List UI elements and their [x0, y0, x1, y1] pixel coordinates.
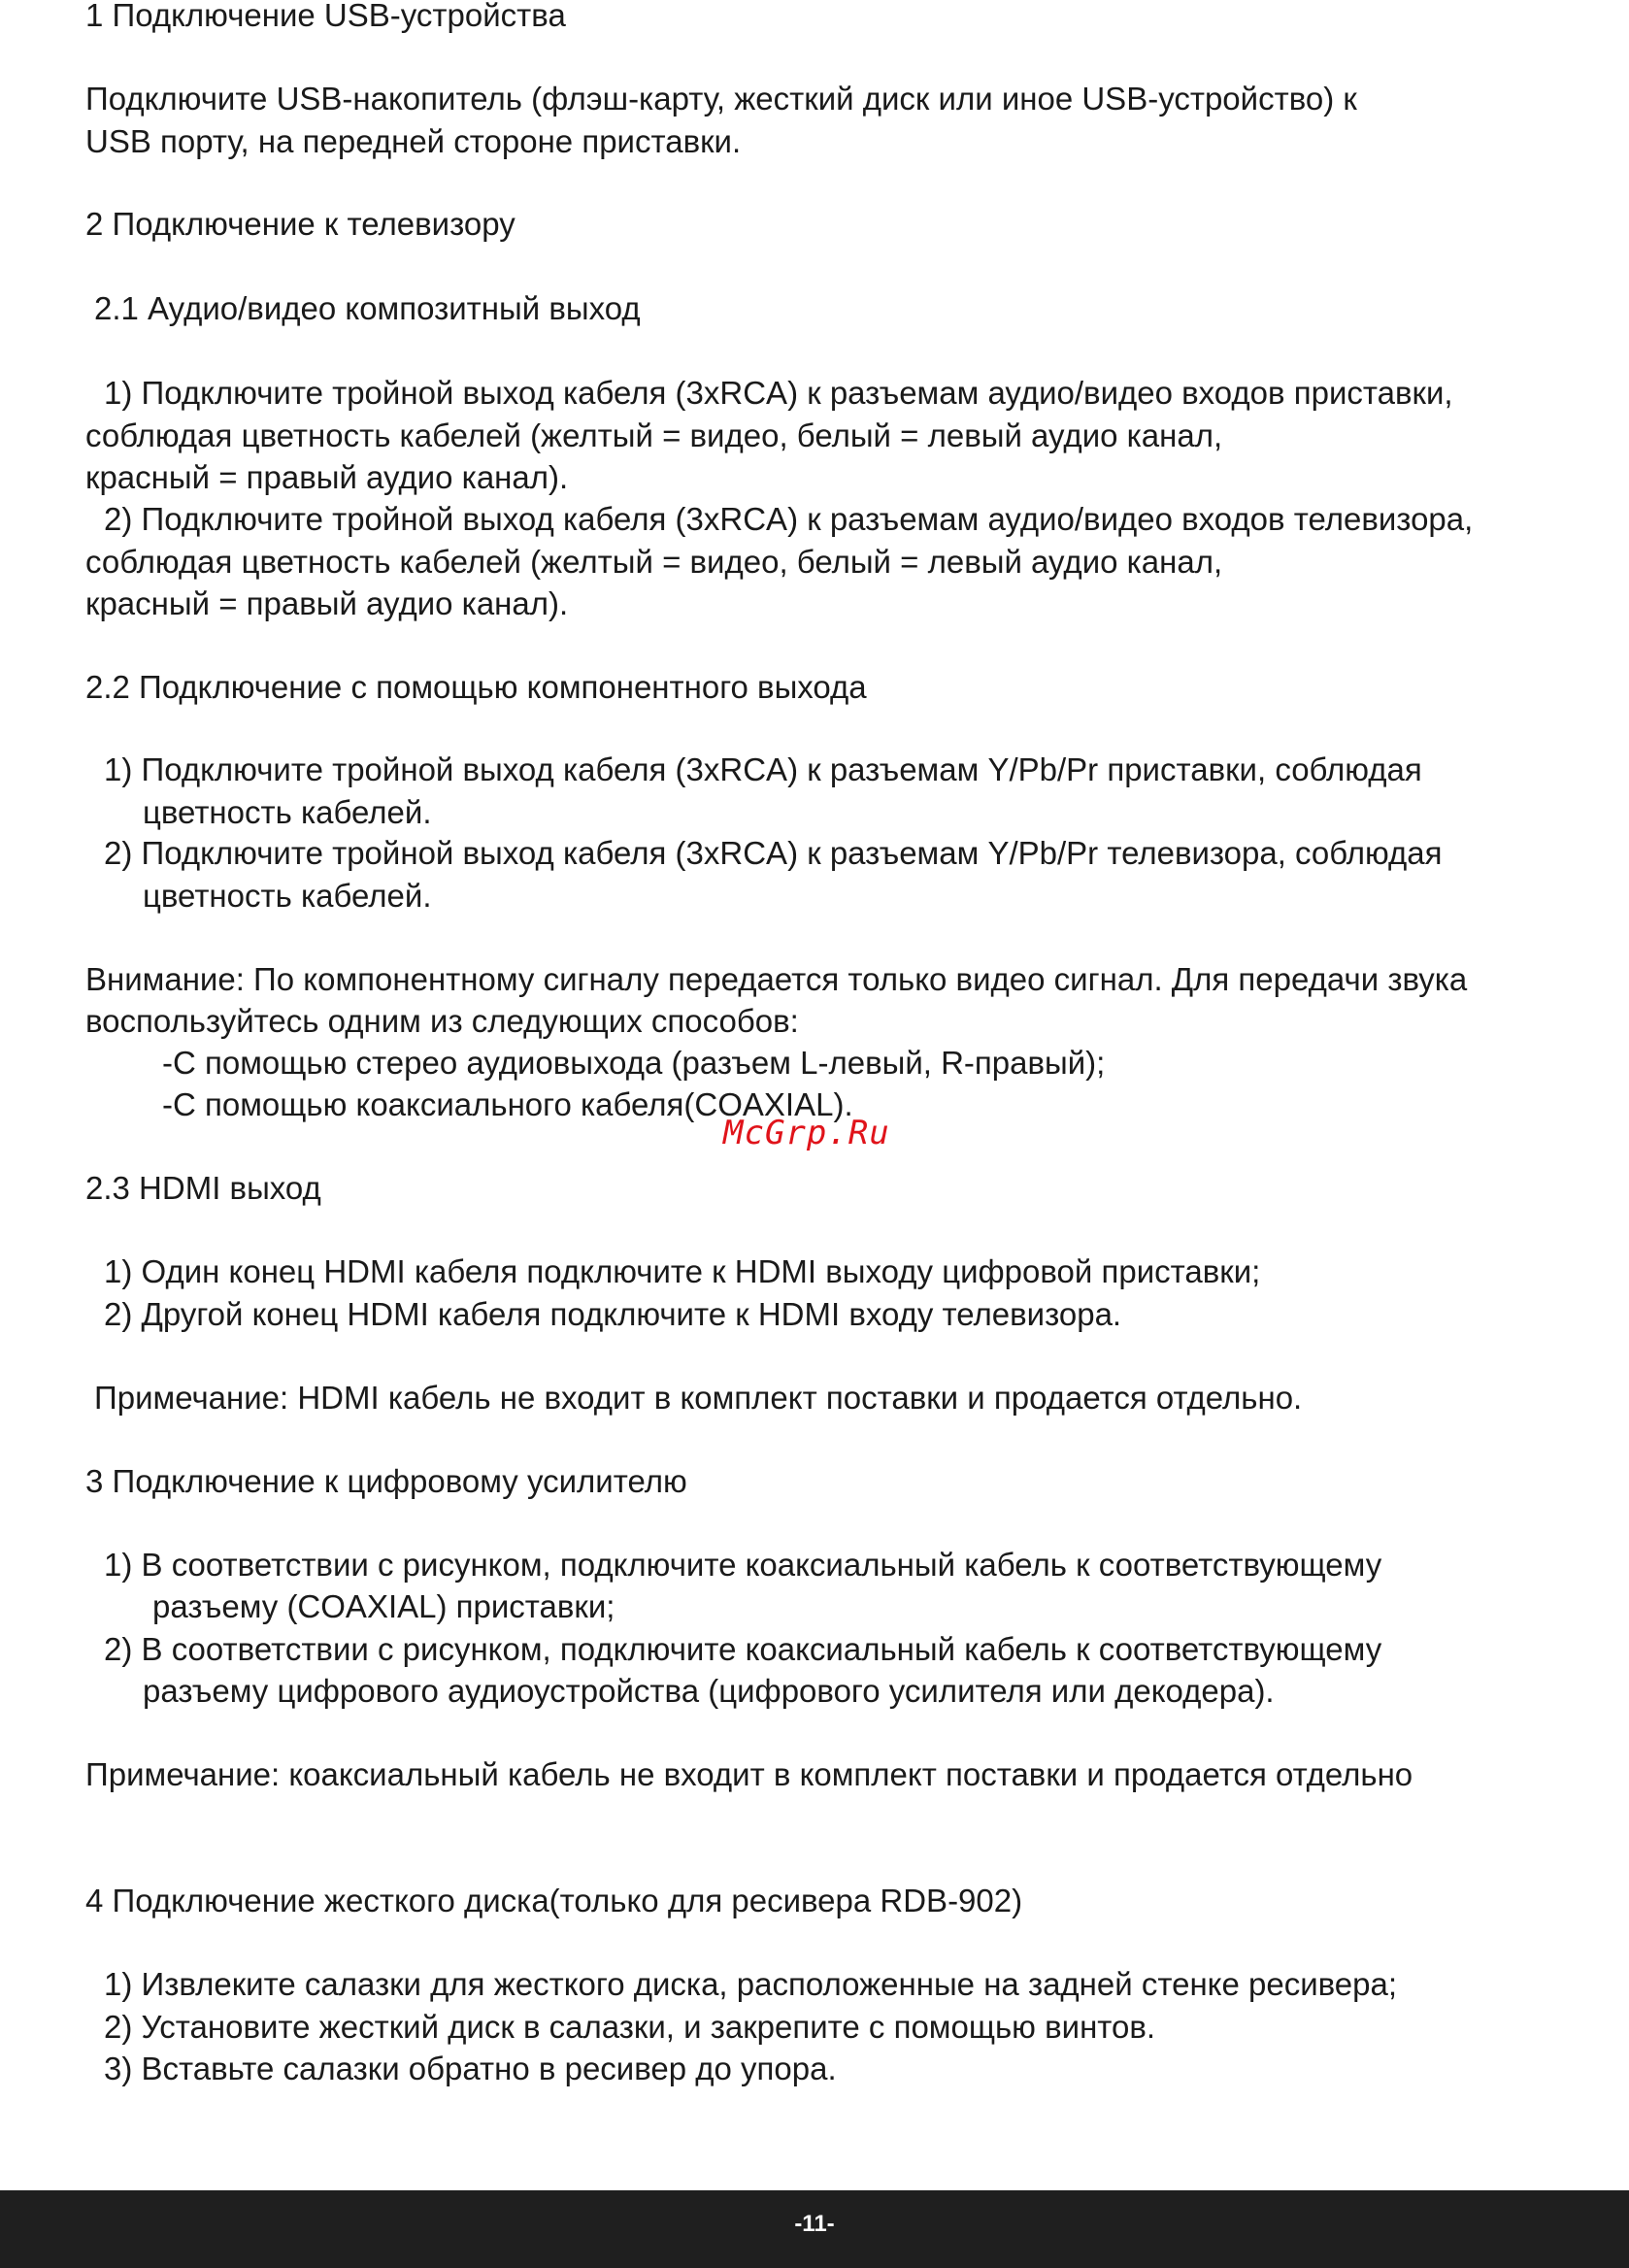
list-item-continuation: разъему (COAXIAL) приставки; [152, 1588, 615, 1624]
option-item: -С помощью коаксиального кабеля(COAXIAL). [162, 1086, 853, 1122]
note-hdmi: Примечание: HDMI кабель не входит в комплект поставки и продается отдельно. [94, 1380, 1303, 1416]
list-item: 2) Подключите тройной выход кабеля (3xRCA) к разъемам аудио/видео входов телевизора, [104, 501, 1474, 537]
paragraph-line: красный = правый аудио канал). [85, 585, 569, 621]
list-item: 3) Вставьте салазки обратно в ресивер до упора. [104, 2051, 837, 2086]
list-item: 1) В соответствии с рисунком, подключите коаксиальный кабель к соответствующему [104, 1547, 1382, 1583]
heading-hdd: 4 Подключение жесткого диска(только для ресивера RDB-902) [85, 1883, 1023, 1918]
list-item: 2) Подключите тройной выход кабеля (3xRCA) к разъемам Y/Pb/Pr телевизора, соблюдая [104, 835, 1443, 871]
paragraph-line: соблюдая цветность кабелей (желтый = видео, белый = левый аудио канал, [85, 544, 1223, 580]
paragraph-line: воспользуйтесь одним из следующих способов: [85, 1003, 799, 1039]
subheading-hdmi: 2.3 HDMI выход [85, 1170, 321, 1206]
note-coaxial: Примечание: коаксиальный кабель не входит в комплект поставки и продается отдельно [85, 1756, 1413, 1792]
heading-tv: 2 Подключение к телевизору [85, 206, 515, 242]
heading-amplifier: 3 Подключение к цифровому усилителю [85, 1463, 687, 1499]
list-item: 1) Один конец HDMI кабеля подключите к HDMI выходу цифровой приставки; [104, 1253, 1261, 1289]
page-footer [0, 2190, 1629, 2268]
paragraph-line: соблюдая цветность кабелей (желтый = видео, белый = левый аудио канал, [85, 417, 1223, 453]
list-item: 1) Подключите тройной выход кабеля (3xRCA) к разъемам аудио/видео входов приставки, [104, 375, 1453, 411]
paragraph-line: USB порту, на передней стороне приставки. [85, 123, 742, 159]
list-item: 1) Подключите тройной выход кабеля (3xRCA) к разъемам Y/Pb/Pr приставки, соблюдая [104, 751, 1422, 787]
option-item: -С помощью стерео аудиовыхода (разъем L-левый, R-правый); [162, 1045, 1106, 1081]
paragraph-line: Подключите USB-накопитель (флэш-карту, жесткий диск или иное USB-устройство) к [85, 81, 1357, 117]
attention-note: Внимание: По компонентному сигналу передается только видео сигнал. Для передачи звука [85, 961, 1468, 997]
list-item-continuation: разъему цифрового аудиоустройства (цифрового усилителя или декодера). [143, 1673, 1275, 1709]
list-item: 2) Установите жесткий диск в салазки, и закрепите с помощью винтов. [104, 2009, 1156, 2045]
list-item-continuation: цветность кабелей. [143, 878, 432, 914]
heading-usb: 1 Подключение USB-устройства [85, 0, 566, 33]
list-item: 2) В соответствии с рисунком, подключите коаксиальный кабель к соответствующему [104, 1631, 1382, 1667]
subheading-component: 2.2 Подключение с помощью компонентного выхода [85, 669, 867, 705]
list-item: 1) Извлеките салазки для жесткого диска, расположенные на задней стенке ресивера; [104, 1966, 1398, 2002]
list-item: 2) Другой конец HDMI кабеля подключите к HDMI входу телевизора. [104, 1296, 1122, 1332]
watermark-text: McGrp.Ru [723, 1114, 890, 1152]
paragraph-line: красный = правый аудио канал). [85, 459, 569, 495]
list-item-continuation: цветность кабелей. [143, 794, 432, 830]
subheading-composite: 2.1 Аудио/видео композитный выход [94, 290, 641, 326]
page-number: -11- [794, 2211, 835, 2237]
